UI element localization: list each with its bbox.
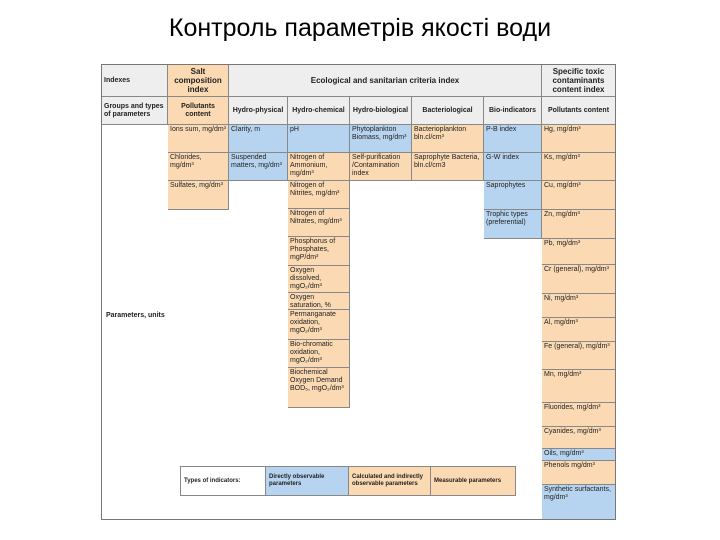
bioindicator-cell: P-B index [484,125,542,153]
legend-title: Types of indicators: [181,467,266,495]
toxic-cell: Synthetic surfactants, mg/dm³ [542,485,615,519]
salt-cell: Ions sum, mg/dm³ [168,125,229,153]
toxic-cell: Zn, mg/dm³ [542,210,615,239]
header-indexes: Indexes [102,65,168,97]
hydrochemical-cell: Bio-chromatic oxidation, mgO₂/dm³ [288,340,350,368]
header-hydrochemical: Hydro-chemical [288,97,350,125]
toxic-cell: Mn, mg/dm³ [542,370,615,403]
legend-calculated: Calculated and indirectly observable parameters [349,467,431,495]
legend [180,466,516,496]
toxic-cell: Al, mg/dm³ [542,318,615,342]
bacteriological-cell: Saprophyte Bacteria, bln.cl/cm3 [412,153,484,181]
toxic-cell: Ks, mg/dm³ [542,153,615,181]
hydrophysical-cell: Clarity, m [229,125,288,153]
header-bacteriological: Bacteriological [412,97,484,125]
toxic-cell: Fe (general), mg/dm³ [542,342,615,370]
toxic-cell: Cr (general), mg/dm³ [542,265,615,294]
toxic-cell: Oils, mg/dm³ [542,449,615,461]
hydrophysical-cell: Suspended matters, mg/dm³ [229,153,288,181]
page-title: Контроль параметрів якості води [168,14,552,42]
header-salt-composition: Salt composition index [168,65,229,97]
hydrochemical-cell: Oxygen dissolved, mgO₂/dm³ [288,266,350,293]
row-label-parameters: Parameters, units [106,312,165,319]
toxic-cell: Hg, mg/dm³ [542,125,615,153]
header-groups-types: Groups and types of parameters [102,97,168,125]
toxic-cell: Ni, mg/dm³ [542,294,615,318]
legend-measurable: Measurable parameters [431,467,515,495]
header-hydrophysical: Hydro-physical [229,97,288,125]
hydrochemical-cell: Biochemical Oxygen Demand BOD₅, mgO₂/dm³ [288,368,350,408]
bacteriological-cell: Bacterioplankton bln.cl/cm³ [412,125,484,153]
bioindicator-cell: Saprophytes [484,181,542,210]
toxic-cell: Pb, mg/dm³ [542,239,615,265]
legend-directly-observable: Directly observable parameters [266,467,349,495]
toxic-cell: Cu, mg/dm³ [542,181,615,210]
bioindicator-cell: G-W index [484,153,542,181]
bioindicator-cell: Trophic types (preferential) [484,210,542,239]
hydrochemical-cell: Phosphorus of Phosphates, mgP/dm³ [288,237,350,266]
hydrobiological-cell: Phytoplankton Biomass, mg/dm³ [350,125,412,153]
toxic-cell: Phenols mg/dm³ [542,461,615,485]
salt-cell: Sulfates, mg/dm³ [168,181,229,210]
hydrochemical-cell: Permanganate oxidation, mgO₂/dm³ [288,310,350,340]
hydrochemical-cell: Nitrogen of Nitrates, mg/dm³ [288,209,350,237]
hydrochemical-cell: Oxygen saturation, % [288,293,350,310]
water-quality-table [101,64,616,520]
salt-cell: Chlorides, mg/dm³ [168,153,229,181]
header-hydrobiological: Hydro-biological [350,97,412,125]
hydrochemical-cell: Nitrogen of Nitrites, mg/dm³ [288,181,350,209]
hydrochemical-cell: Nitrogen of Ammonium, mg/dm³ [288,153,350,181]
header-pollutants-content: Pollutants content [168,97,229,125]
header-toxic-contaminants: Specific toxic contaminants content index [542,65,615,97]
header-bioindicators: Bio-indicators [484,97,542,125]
hydrochemical-cell: pH [288,125,350,153]
header-ecological-criteria: Ecological and sanitarian criteria index [229,65,542,97]
header-pollutants-content-toxic: Pollutants content [542,97,615,125]
toxic-cell: Cyanides, mg/dm³ [542,427,615,449]
hydrobiological-cell: Self-purification /Contamination index [350,153,412,181]
toxic-cell: Fluorides, mg/dm³ [542,403,615,427]
